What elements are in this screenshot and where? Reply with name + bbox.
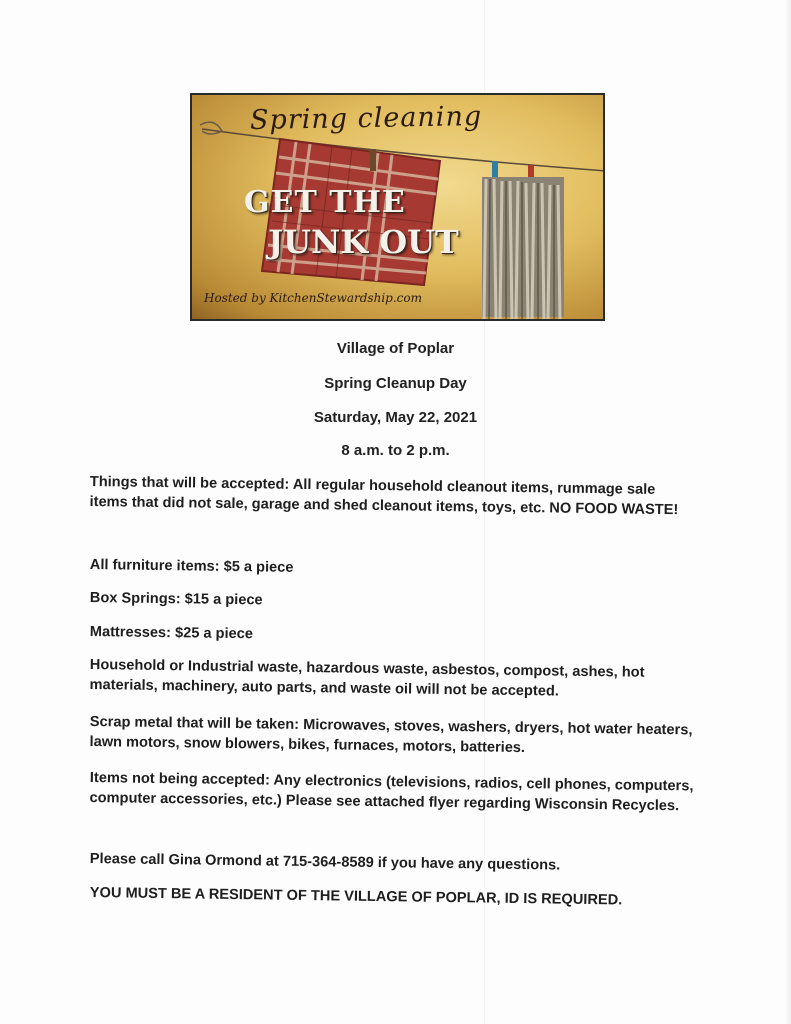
event-date-line: Saturday, May 22, 2021 bbox=[313, 409, 478, 426]
spring-cleaning-banner bbox=[190, 93, 605, 321]
banner-hosted-by: Hosted by KitchenStewardship.com bbox=[204, 291, 422, 305]
banner-script-title: Spring cleaning bbox=[249, 100, 483, 137]
scan-edge-shadow bbox=[785, 0, 791, 1024]
accepted-items-paragraph: Things that will be accepted: All regular household cleanout items, rummage sale items that did not sale, garage and shed cleanout items, toys, etc. NO FOOD WASTE! bbox=[89, 473, 679, 519]
banner-headline-line2: JUNK OUT bbox=[268, 223, 459, 261]
electronics-not-accepted-paragraph: Items not being accepted: Any electronics (televisions, radios, cell phones, computers, computer accessories, etc.) Please see attached flyer regarding Wisconsin Recycles. bbox=[89, 769, 694, 815]
banner-headline-line1: GET THE bbox=[244, 185, 406, 220]
scrap-metal-paragraph: Scrap metal that will be taken: Microwaves, stoves, washers, dryers, hot water heaters, lawn motors, snow blowers, bikes, furnaces, motors, batteries. bbox=[89, 713, 693, 757]
contact-line: Please call Gina Ormond at 715-364-8589 if you have any questions. bbox=[89, 850, 561, 874]
event-name-line: Spring Cleanup Day bbox=[324, 375, 467, 392]
clothespin-graphic bbox=[370, 149, 376, 171]
twine-knot bbox=[200, 122, 222, 134]
event-time-line: 8 a.m. to 2 p.m. bbox=[341, 442, 450, 459]
mattresses-price-line: Mattresses: $25 a piece bbox=[89, 623, 254, 643]
organizer-line: Village of Poplar bbox=[336, 340, 455, 357]
furniture-price-line: All furniture items: $5 a piece bbox=[89, 556, 294, 576]
not-accepted-waste-paragraph: Household or Industrial waste, hazardous waste, asbestos, compost, ashes, hot materials, machinery, auto parts, and waste oil will not be accepted. bbox=[89, 656, 645, 700]
residency-requirement-line: YOU MUST BE A RESIDENT OF THE VILLAGE OF POPLAR, ID IS REQUIRED. bbox=[89, 884, 623, 909]
box-springs-price-line: Box Springs: $15 a piece bbox=[89, 589, 263, 609]
